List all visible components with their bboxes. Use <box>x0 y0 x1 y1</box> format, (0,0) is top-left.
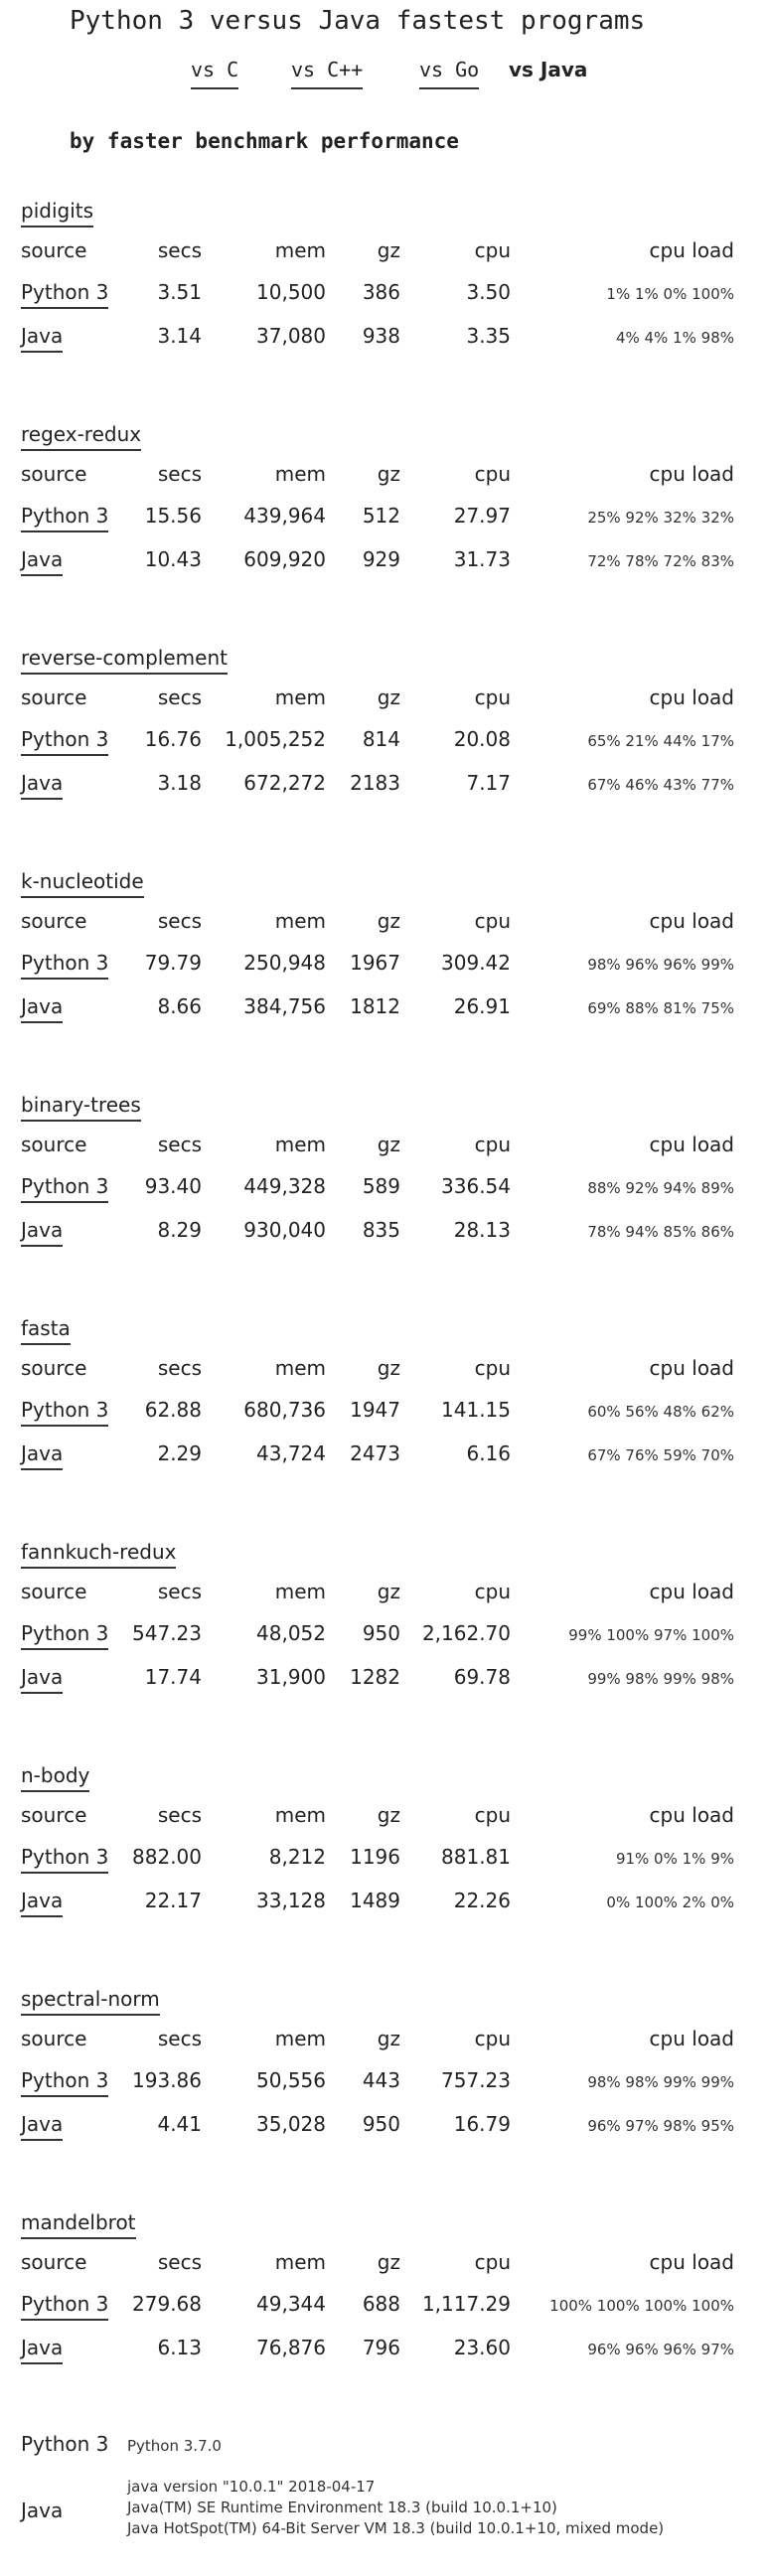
cell-secs: 10.43 <box>144 547 202 571</box>
cell-load: 100% 100% 100% 100% <box>549 2297 734 2315</box>
cell-mem: 35,028 <box>256 2112 326 2136</box>
cell-secs: 882.00 <box>132 1845 202 1869</box>
source-link[interactable]: Python 3 <box>21 2292 108 2321</box>
header-cpu-load: cpu load <box>649 1803 734 1827</box>
header-cpu: cpu <box>474 685 511 709</box>
header-source: source <box>21 2250 87 2274</box>
header-row <box>0 909 769 939</box>
cell-cpu: 3.50 <box>466 280 511 304</box>
cell-gz: 1282 <box>350 1665 400 1689</box>
cell-cpu: 336.54 <box>441 1174 511 1198</box>
cell-cpu: 27.97 <box>453 504 511 528</box>
header-gz: gz <box>377 2250 400 2274</box>
cell-cpu: 7.17 <box>466 771 511 795</box>
header-gz: gz <box>377 462 400 486</box>
header-secs: secs <box>157 2250 202 2274</box>
cell-cpu: 881.81 <box>441 1845 511 1869</box>
cell-mem: 50,556 <box>256 2068 326 2092</box>
cell-load: 67% 76% 59% 70% <box>587 1446 734 1464</box>
header-cpu-load: cpu load <box>649 238 734 262</box>
header-gz: gz <box>377 909 400 933</box>
cell-mem: 384,756 <box>243 994 326 1018</box>
cell-secs: 6.13 <box>157 2336 202 2359</box>
benchmark-name-link[interactable]: n-body <box>21 1763 89 1792</box>
table-row <box>0 1218 769 1248</box>
cell-cpu: 2,162.70 <box>421 1621 511 1645</box>
cell-cpu: 20.08 <box>453 727 511 751</box>
header-gz: gz <box>377 1803 400 1827</box>
header-secs: secs <box>157 2027 202 2050</box>
header-cpu: cpu <box>474 2027 511 2050</box>
source-link[interactable]: Java <box>21 771 63 800</box>
source-link[interactable]: Python 3 <box>21 504 108 532</box>
source-link[interactable]: Java <box>21 324 63 353</box>
table-row <box>0 1621 769 1651</box>
header-cpu-load: cpu load <box>649 909 734 933</box>
header-source: source <box>21 2027 87 2050</box>
cell-source <box>21 727 108 751</box>
cell-gz: 589 <box>362 1174 400 1198</box>
cell-gz: 929 <box>362 547 400 571</box>
cell-source <box>21 951 108 975</box>
cell-source <box>21 1441 63 1465</box>
benchmark-fasta <box>0 1316 769 1515</box>
header-row <box>0 1803 769 1833</box>
benchmark-name-link[interactable]: binary-trees <box>21 1093 141 1122</box>
cell-cpu: 141.15 <box>441 1398 511 1422</box>
source-link[interactable]: Python 3 <box>21 951 108 980</box>
benchmark-name-link[interactable]: pidigits <box>21 199 93 227</box>
benchmark-pidigits <box>0 199 769 397</box>
cell-mem: 31,900 <box>256 1665 326 1689</box>
header-cpu: cpu <box>474 462 511 486</box>
cell-cpu: 1,117.29 <box>421 2292 511 2316</box>
cell-mem: 672,272 <box>243 771 326 795</box>
cell-secs: 93.40 <box>144 1174 202 1198</box>
benchmark-fannkuch-redux <box>0 1540 769 1739</box>
table-row <box>0 951 769 981</box>
header-gz: gz <box>377 1356 400 1380</box>
benchmark-name-link[interactable]: regex-redux <box>21 422 141 451</box>
header-cpu: cpu <box>474 909 511 933</box>
cell-load: 99% 100% 97% 100% <box>568 1626 734 1644</box>
benchmark-name-link[interactable]: fasta <box>21 1316 71 1345</box>
header-source: source <box>21 1803 87 1827</box>
header-source: source <box>21 238 87 262</box>
cell-gz: 950 <box>362 1621 400 1645</box>
cell-source <box>21 2292 108 2316</box>
cell-secs: 2.29 <box>157 1441 202 1465</box>
source-link[interactable]: Python 3 <box>21 1621 108 1650</box>
cell-secs: 79.79 <box>144 951 202 975</box>
cell-source <box>21 280 108 304</box>
cell-mem: 43,724 <box>256 1441 326 1465</box>
header-mem: mem <box>274 462 326 486</box>
cell-source <box>21 547 63 571</box>
benchmark-reverse-complement <box>0 646 769 844</box>
cell-source <box>21 1665 63 1689</box>
cell-secs: 3.51 <box>157 280 202 304</box>
header-cpu: cpu <box>474 1580 511 1603</box>
cell-gz: 950 <box>362 2112 400 2136</box>
footer-java-version-1: java version "10.0.1" 2018-04-17 <box>127 2478 376 2496</box>
source-link[interactable]: Python 3 <box>21 280 108 309</box>
cell-mem: 449,328 <box>243 1174 326 1198</box>
cell-gz: 938 <box>362 324 400 348</box>
cell-load: 25% 92% 32% 32% <box>587 509 734 527</box>
cell-gz: 386 <box>362 280 400 304</box>
benchmark-name-link[interactable]: reverse-complement <box>21 646 228 675</box>
cell-load: 91% 0% 1% 9% <box>615 1850 734 1868</box>
table-row <box>0 1665 769 1695</box>
source-link[interactable]: Java <box>21 2336 63 2364</box>
cell-cpu: 23.60 <box>453 2336 511 2359</box>
cell-secs: 17.74 <box>144 1665 202 1689</box>
header-mem: mem <box>274 2027 326 2050</box>
cell-source <box>21 1218 63 1242</box>
table-row <box>0 2068 769 2098</box>
subtitle: by faster benchmark performance <box>70 129 459 153</box>
header-secs: secs <box>157 1803 202 1827</box>
vs-go-link[interactable]: vs Go <box>419 58 479 89</box>
header-secs: secs <box>157 1133 202 1156</box>
source-link[interactable]: Java <box>21 1441 63 1470</box>
footer-java-version-2: Java(TM) SE Runtime Environment 18.3 (build 10.0.1+10) <box>127 2499 557 2516</box>
header-mem: mem <box>274 1803 326 1827</box>
cell-gz: 2473 <box>350 1441 400 1465</box>
source-link[interactable]: Java <box>21 1665 63 1694</box>
cell-mem: 33,128 <box>256 1889 326 1912</box>
header-source: source <box>21 1580 87 1603</box>
header-source: source <box>21 462 87 486</box>
table-row <box>0 1398 769 1428</box>
source-link[interactable]: Java <box>21 1889 63 1917</box>
cell-mem: 1,005,252 <box>225 727 326 751</box>
cell-load: 96% 96% 96% 97% <box>587 2341 734 2358</box>
header-gz: gz <box>377 1133 400 1156</box>
benchmark-n-body <box>0 1763 769 1962</box>
header-row <box>0 238 769 268</box>
source-link[interactable]: Java <box>21 547 63 576</box>
cell-cpu: 28.13 <box>453 1218 511 1242</box>
cell-gz: 1947 <box>350 1398 400 1422</box>
cell-load: 1% 1% 0% 100% <box>606 285 734 303</box>
cell-secs: 193.86 <box>132 2068 202 2092</box>
table-row <box>0 547 769 577</box>
table-row <box>0 1174 769 1204</box>
header-secs: secs <box>157 909 202 933</box>
benchmark-name-link[interactable]: spectral-norm <box>21 1987 160 2016</box>
benchmark-name-link[interactable]: k-nucleotide <box>21 869 144 898</box>
cell-load: 65% 21% 44% 17% <box>587 732 734 750</box>
table-row <box>0 994 769 1024</box>
benchmark-name-link[interactable]: mandelbrot <box>21 2210 136 2239</box>
footer-python-label: Python 3 <box>21 2432 109 2456</box>
header-cpu: cpu <box>474 238 511 262</box>
header-mem: mem <box>274 685 326 709</box>
cell-load: 69% 88% 81% 75% <box>587 999 734 1017</box>
cell-secs: 3.14 <box>157 324 202 348</box>
cell-cpu: 757.23 <box>441 2068 511 2092</box>
cell-mem: 37,080 <box>256 324 326 348</box>
header-cpu: cpu <box>474 1803 511 1827</box>
cell-cpu: 16.79 <box>453 2112 511 2136</box>
source-link[interactable]: Java <box>21 994 63 1023</box>
cell-mem: 250,948 <box>243 951 326 975</box>
table-row <box>0 504 769 533</box>
header-cpu: cpu <box>474 2250 511 2274</box>
header-cpu-load: cpu load <box>649 2027 734 2050</box>
header-secs: secs <box>157 462 202 486</box>
source-link[interactable]: Python 3 <box>21 1174 108 1203</box>
header-row <box>0 1356 769 1386</box>
cell-mem: 609,920 <box>243 547 326 571</box>
cell-mem: 930,040 <box>243 1218 326 1242</box>
cell-gz: 1196 <box>350 1845 400 1869</box>
footer-python-version: Python 3.7.0 <box>127 2437 222 2455</box>
header-cpu: cpu <box>474 1356 511 1380</box>
cell-source <box>21 1398 108 1422</box>
cell-source <box>21 324 63 348</box>
cell-gz: 835 <box>362 1218 400 1242</box>
cell-cpu: 6.16 <box>466 1441 511 1465</box>
cell-load: 98% 96% 96% 99% <box>587 956 734 974</box>
header-cpu-load: cpu load <box>649 685 734 709</box>
header-source: source <box>21 1356 87 1380</box>
header-cpu-load: cpu load <box>649 2250 734 2274</box>
cell-source <box>21 504 108 528</box>
cell-gz: 1812 <box>350 994 400 1018</box>
table-row <box>0 1441 769 1471</box>
cell-secs: 16.76 <box>144 727 202 751</box>
benchmark-regex-redux <box>0 422 769 621</box>
header-row <box>0 2027 769 2056</box>
header-gz: gz <box>377 2027 400 2050</box>
benchmark-mandelbrot <box>0 2210 769 2409</box>
cell-cpu: 22.26 <box>453 1889 511 1912</box>
cell-secs: 3.18 <box>157 771 202 795</box>
cell-gz: 512 <box>362 504 400 528</box>
vs-cpp-link[interactable]: vs C++ <box>291 58 363 89</box>
header-row <box>0 462 769 492</box>
cell-load: 72% 78% 72% 83% <box>587 552 734 570</box>
source-link[interactable]: Python 3 <box>21 1398 108 1427</box>
header-source: source <box>21 1133 87 1156</box>
header-secs: secs <box>157 1580 202 1603</box>
source-link[interactable]: Python 3 <box>21 2068 108 2097</box>
cell-load: 98% 98% 99% 99% <box>587 2073 734 2091</box>
table-row <box>0 2292 769 2322</box>
table-row <box>0 324 769 354</box>
table-row <box>0 1845 769 1875</box>
cell-gz: 796 <box>362 2336 400 2359</box>
cell-source <box>21 1621 108 1645</box>
header-secs: secs <box>157 238 202 262</box>
source-link[interactable]: Python 3 <box>21 727 108 756</box>
header-row <box>0 2250 769 2280</box>
header-mem: mem <box>274 1356 326 1380</box>
cell-load: 78% 94% 85% 86% <box>587 1223 734 1241</box>
cell-source <box>21 1174 108 1198</box>
cell-secs: 279.68 <box>132 2292 202 2316</box>
cell-secs: 8.66 <box>157 994 202 1018</box>
cell-mem: 49,344 <box>256 2292 326 2316</box>
cell-mem: 439,964 <box>243 504 326 528</box>
cell-load: 96% 97% 98% 95% <box>587 2117 734 2135</box>
cell-cpu: 309.42 <box>441 951 511 975</box>
cell-gz: 443 <box>362 2068 400 2092</box>
header-secs: secs <box>157 1356 202 1380</box>
header-row <box>0 1580 769 1609</box>
cell-cpu: 31.73 <box>453 547 511 571</box>
header-cpu-load: cpu load <box>649 462 734 486</box>
table-row <box>0 1889 769 1918</box>
cell-cpu: 69.78 <box>453 1665 511 1689</box>
cell-secs: 22.17 <box>144 1889 202 1912</box>
header-mem: mem <box>274 1580 326 1603</box>
cell-source <box>21 2068 108 2092</box>
table-row <box>0 771 769 801</box>
header-gz: gz <box>377 238 400 262</box>
cell-source <box>21 1845 108 1869</box>
cell-load: 67% 46% 43% 77% <box>587 776 734 794</box>
cell-gz: 688 <box>362 2292 400 2316</box>
cell-source <box>21 771 63 795</box>
cell-source <box>21 2336 63 2359</box>
cell-source <box>21 994 63 1018</box>
header-gz: gz <box>377 685 400 709</box>
source-link[interactable]: Python 3 <box>21 1845 108 1874</box>
benchmark-binary-trees <box>0 1093 769 1291</box>
cell-cpu: 3.35 <box>466 324 511 348</box>
cell-load: 60% 56% 48% 62% <box>587 1403 734 1421</box>
vs-c-link[interactable]: vs C <box>191 58 238 89</box>
cell-mem: 76,876 <box>256 2336 326 2359</box>
header-cpu-load: cpu load <box>649 1133 734 1156</box>
cell-cpu: 26.91 <box>453 994 511 1018</box>
header-row <box>0 1133 769 1162</box>
cell-load: 4% 4% 1% 98% <box>615 329 734 347</box>
cell-load: 99% 98% 99% 98% <box>587 1670 734 1688</box>
header-row <box>0 685 769 715</box>
comparison-nav <box>0 58 769 93</box>
cell-secs: 547.23 <box>132 1621 202 1645</box>
table-row <box>0 280 769 310</box>
benchmark-spectral-norm <box>0 1987 769 2186</box>
cell-secs: 8.29 <box>157 1218 202 1242</box>
cell-load: 0% 100% 2% 0% <box>606 1894 734 1911</box>
header-mem: mem <box>274 909 326 933</box>
cell-mem: 680,736 <box>243 1398 326 1422</box>
header-gz: gz <box>377 1580 400 1603</box>
cell-mem: 8,212 <box>268 1845 326 1869</box>
benchmark-name-link[interactable]: fannkuch-redux <box>21 1540 176 1569</box>
cell-source <box>21 1889 63 1912</box>
cell-secs: 4.41 <box>157 2112 202 2136</box>
header-secs: secs <box>157 685 202 709</box>
cell-mem: 48,052 <box>256 1621 326 1645</box>
cell-gz: 1489 <box>350 1889 400 1912</box>
page-title: Python 3 versus Java fastest programs <box>70 6 646 36</box>
cell-secs: 15.56 <box>144 504 202 528</box>
cell-gz: 1967 <box>350 951 400 975</box>
table-row <box>0 727 769 757</box>
benchmark-k-nucleotide <box>0 869 769 1068</box>
footer-java-version-3: Java HotSpot(TM) 64-Bit Server VM 18.3 (build 10.0.1+10, mixed mode) <box>127 2519 665 2537</box>
source-link[interactable]: Java <box>21 1218 63 1247</box>
header-mem: mem <box>274 2250 326 2274</box>
table-row <box>0 2112 769 2142</box>
table-row <box>0 2336 769 2365</box>
header-cpu-load: cpu load <box>649 1580 734 1603</box>
header-mem: mem <box>274 1133 326 1156</box>
cell-gz: 814 <box>362 727 400 751</box>
header-mem: mem <box>274 238 326 262</box>
cell-source <box>21 2112 63 2136</box>
source-link[interactable]: Java <box>21 2112 63 2141</box>
cell-mem: 10,500 <box>256 280 326 304</box>
cell-load: 88% 92% 94% 89% <box>587 1179 734 1197</box>
header-source: source <box>21 685 87 709</box>
header-cpu: cpu <box>474 1133 511 1156</box>
header-cpu-load: cpu load <box>649 1356 734 1380</box>
header-source: source <box>21 909 87 933</box>
vs-java-current: vs Java <box>509 58 588 81</box>
cell-secs: 62.88 <box>144 1398 202 1422</box>
cell-gz: 2183 <box>350 771 400 795</box>
footer-java-label: Java <box>21 2499 64 2522</box>
